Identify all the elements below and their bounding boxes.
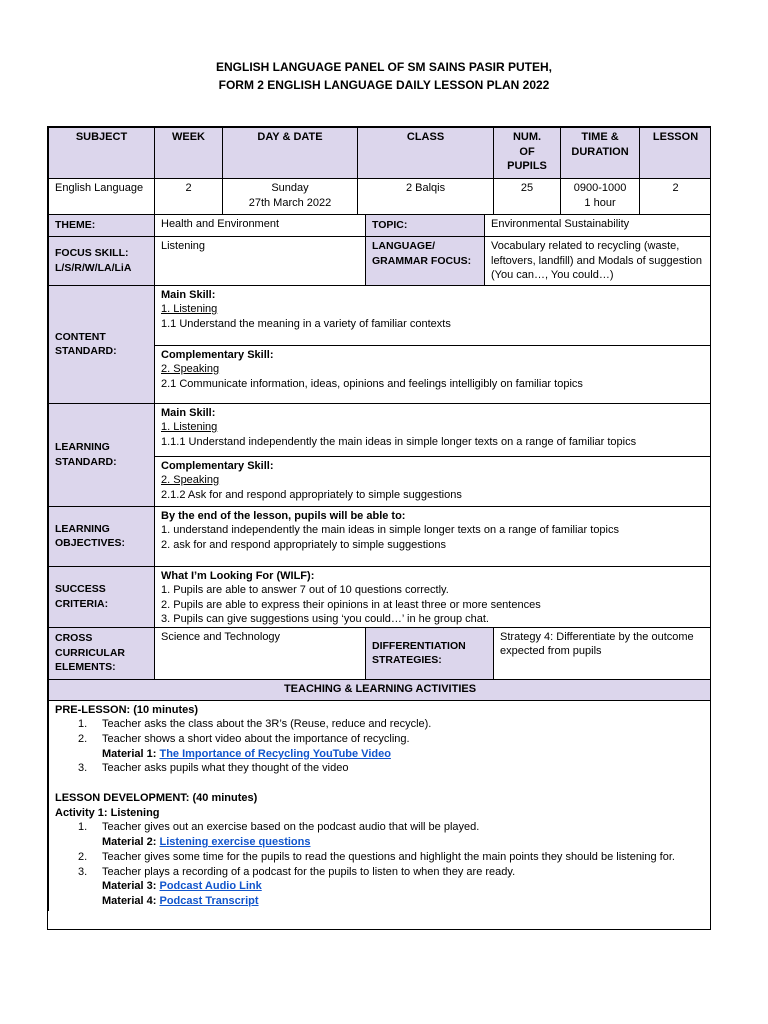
lesson-plan-table bbox=[48, 127, 711, 911]
material-label: Material 2: bbox=[102, 836, 157, 849]
activities-body bbox=[49, 700, 712, 911]
focus-skill-label-l1: FOCUS SKILL: bbox=[55, 247, 129, 260]
list-item bbox=[55, 850, 705, 865]
list-number: 1. bbox=[78, 718, 88, 731]
content-standard-main-row bbox=[49, 285, 712, 345]
list-text: Teacher gives out an exercise based on the podcast audio that will be played. bbox=[102, 821, 480, 834]
document-title bbox=[0, 58, 768, 94]
title-line-1: ENGLISH LANGUAGE PANEL OF SM SAINS PASIR PUTEH, bbox=[215, 60, 553, 74]
topic-label: TOPIC: bbox=[366, 215, 485, 237]
col-time-duration bbox=[561, 128, 640, 179]
learning-standard-label bbox=[49, 403, 155, 506]
success-row bbox=[49, 566, 712, 627]
diff-label-l1: DIFFERENTIATION bbox=[372, 639, 466, 652]
pre-lesson-heading: PRE-LESSON: (10 minutes) bbox=[55, 703, 199, 716]
content-main-title: Main Skill: bbox=[161, 288, 216, 301]
info-subject: English Language bbox=[49, 179, 155, 215]
col-week: WEEK bbox=[155, 128, 223, 179]
material-3 bbox=[55, 879, 705, 894]
theme-row bbox=[49, 215, 712, 237]
success-label bbox=[49, 566, 155, 627]
content-main-skill-name: 1. Listening bbox=[161, 303, 218, 315]
differentiation-label bbox=[366, 627, 494, 679]
success-item: 1. Pupils are able to answer 7 out of 10 questions correctly. bbox=[161, 584, 449, 596]
success-intro: What I’m Looking For (WILF): bbox=[161, 569, 315, 582]
objectives-intro: By the end of the lesson, pupils will be able to: bbox=[161, 509, 406, 522]
spacer bbox=[55, 776, 705, 791]
info-time: 0900-1000 bbox=[573, 182, 627, 194]
pre-lesson-list-cont bbox=[55, 761, 705, 776]
list-text: Teacher asks pupils what they thought of the video bbox=[102, 762, 349, 775]
objectives-label-l2: OBJECTIVES: bbox=[55, 537, 126, 549]
success-label-l2: CRITERIA: bbox=[55, 597, 109, 610]
col-num-pupils-l3: PUPILS bbox=[507, 160, 547, 172]
activities-header-row bbox=[49, 679, 712, 700]
focus-row bbox=[49, 237, 712, 286]
learning-comp-title: Complementary Skill: bbox=[161, 459, 274, 472]
theme-label: THEME: bbox=[49, 215, 155, 237]
list-item bbox=[55, 761, 705, 776]
cross-label-l3: ELEMENTS: bbox=[55, 661, 116, 674]
col-lesson: LESSON bbox=[640, 128, 711, 179]
info-day-date bbox=[223, 179, 358, 215]
list-text: Teacher asks the class about the 3R’s (Reuse, reduce and recycle). bbox=[102, 718, 432, 731]
info-date: 27th March 2022 bbox=[248, 196, 332, 209]
material-2-link[interactable]: Listening exercise questions bbox=[159, 836, 311, 849]
objectives-row bbox=[49, 506, 712, 566]
objective-item: 2. ask for and respond appropriately to simple suggestions bbox=[161, 538, 446, 551]
info-time-duration bbox=[561, 179, 640, 215]
list-number: 3. bbox=[78, 762, 88, 775]
info-week: 2 bbox=[155, 179, 223, 215]
col-num-pupils-l2: OF bbox=[519, 145, 535, 158]
activities-row bbox=[49, 700, 712, 911]
list-number: 2. bbox=[78, 850, 88, 863]
info-pupils: 25 bbox=[494, 179, 561, 215]
list-item bbox=[55, 717, 705, 732]
material-3-link[interactable]: Podcast Audio Link bbox=[159, 880, 262, 893]
title-line-2: FORM 2 ENGLISH LANGUAGE DAILY LESSON PLAN 2022 bbox=[218, 78, 550, 92]
list-item bbox=[55, 820, 705, 835]
grammar-label-l1: LANGUAGE/ bbox=[372, 240, 435, 252]
cross-label-l2: CURRICULAR bbox=[55, 646, 125, 659]
learning-comp-skill bbox=[155, 456, 712, 506]
content-main-text: 1.1 Understand the meaning in a variety of familiar contexts bbox=[161, 317, 451, 330]
success-item: 3. Pupils can give suggestions using ‘you could…’ in he group chat. bbox=[161, 613, 489, 625]
theme-value: Health and Environment bbox=[155, 215, 366, 237]
learning-main-skill-name: 1. Listening bbox=[161, 421, 218, 433]
cross-label-l1: CROSS bbox=[55, 632, 93, 645]
development-list bbox=[55, 820, 705, 835]
col-subject: SUBJECT bbox=[49, 128, 155, 179]
content-label-l2: STANDARD: bbox=[55, 345, 117, 357]
cross-row bbox=[49, 627, 712, 679]
learning-comp-skill-name: 2. Speaking bbox=[161, 474, 220, 486]
grammar-focus-value: Vocabulary related to recycling (waste, leftovers, landfill) and Modals of suggestion (You can…, You could…) bbox=[485, 237, 712, 286]
list-item bbox=[55, 865, 705, 880]
material-1 bbox=[55, 747, 705, 762]
list-text: Teacher gives some time for the pupils to read the questions and highlight the main points they should be listening for. bbox=[102, 850, 675, 863]
info-duration: 1 hour bbox=[584, 196, 616, 209]
col-day-date: DAY & DATE bbox=[223, 128, 358, 179]
learning-comp-text: 2.1.2 Ask for and respond appropriately to simple suggestions bbox=[161, 488, 462, 501]
diff-label-l2: STRATEGIES: bbox=[372, 654, 442, 666]
focus-skill-value: Listening bbox=[155, 237, 366, 286]
learning-standard-main-row bbox=[49, 403, 712, 456]
content-comp-skill-name: 2. Speaking bbox=[161, 363, 220, 375]
learning-label-l2: STANDARD: bbox=[55, 455, 117, 468]
learning-main-text: 1.1.1 Understand independently the main ideas in simple longer texts on a range of familiar topics bbox=[161, 435, 637, 448]
content-comp-title: Complementary Skill: bbox=[161, 348, 274, 361]
lesson-development-heading: LESSON DEVELOPMENT: (40 minutes) bbox=[55, 792, 258, 805]
learning-main-title: Main Skill: bbox=[161, 406, 216, 419]
info-day: Sunday bbox=[271, 182, 309, 194]
content-main-skill bbox=[155, 285, 712, 345]
material-label: Material 1: bbox=[102, 747, 157, 760]
focus-skill-label bbox=[49, 237, 155, 286]
objectives-label-l1: LEARNING bbox=[55, 522, 110, 535]
material-1-link[interactable]: The Importance of Recycling YouTube Video bbox=[159, 747, 391, 760]
grammar-label-l2: GRAMMAR FOCUS: bbox=[372, 254, 472, 267]
content-label-l1: CONTENT bbox=[55, 330, 106, 343]
list-number: 2. bbox=[78, 732, 88, 745]
learning-main-skill bbox=[155, 403, 712, 456]
pre-lesson-list bbox=[55, 717, 705, 746]
content-standard-label bbox=[49, 285, 155, 403]
col-time-l1: TIME & bbox=[581, 131, 619, 143]
info-row bbox=[49, 179, 712, 215]
objective-item: 1. understand independently the main ideas in simple longer texts on a range of familiar topics bbox=[161, 524, 619, 536]
material-4 bbox=[55, 894, 705, 909]
list-text: Teacher plays a recording of a podcast for the pupils to listen to when they are ready. bbox=[102, 865, 516, 878]
material-2 bbox=[55, 835, 705, 850]
info-class: 2 Balqis bbox=[358, 179, 494, 215]
content-comp-skill bbox=[155, 345, 712, 403]
header-row bbox=[49, 128, 712, 179]
list-number: 3. bbox=[78, 865, 88, 878]
success-item: 2. Pupils are able to express their opinions in at least three or more sentences bbox=[161, 598, 541, 611]
success-label-l1: SUCCESS bbox=[55, 583, 106, 595]
topic-value: Environmental Sustainability bbox=[485, 215, 712, 237]
material-label: Material 3: bbox=[102, 880, 157, 893]
col-time-l2: DURATION bbox=[571, 145, 629, 158]
activities-title: TEACHING & LEARNING ACTIVITIES bbox=[49, 679, 712, 700]
col-num-pupils bbox=[494, 128, 561, 179]
col-num-pupils-l1: NUM. bbox=[512, 131, 542, 143]
cross-curricular-label bbox=[49, 627, 155, 679]
content-comp-text: 2.1 Communicate information, ideas, opinions and feelings intelligibly on familiar topics bbox=[161, 377, 583, 390]
learning-label-l1: LEARNING bbox=[55, 441, 110, 453]
focus-skill-label-l2: L/S/R/W/LA/LiA bbox=[55, 261, 132, 274]
grammar-focus-label bbox=[366, 237, 485, 286]
material-4-link[interactable]: Podcast Transcript bbox=[159, 894, 259, 907]
objectives-value bbox=[155, 506, 712, 566]
info-lesson: 2 bbox=[640, 179, 711, 215]
success-value bbox=[155, 566, 712, 627]
list-item bbox=[55, 732, 705, 747]
list-text: Teacher shows a short video about the importance of recycling. bbox=[102, 732, 410, 745]
col-class: CLASS bbox=[358, 128, 494, 179]
list-number: 1. bbox=[78, 821, 88, 834]
activity-1-heading: Activity 1: Listening bbox=[55, 806, 160, 819]
objectives-label bbox=[49, 506, 155, 566]
material-label: Material 4: bbox=[102, 894, 157, 907]
differentiation-value: Strategy 4: Differentiate by the outcome expected from pupils bbox=[494, 627, 711, 679]
lesson-plan-frame bbox=[47, 126, 711, 930]
cross-curricular-value: Science and Technology bbox=[155, 627, 366, 679]
development-list-cont bbox=[55, 850, 705, 879]
